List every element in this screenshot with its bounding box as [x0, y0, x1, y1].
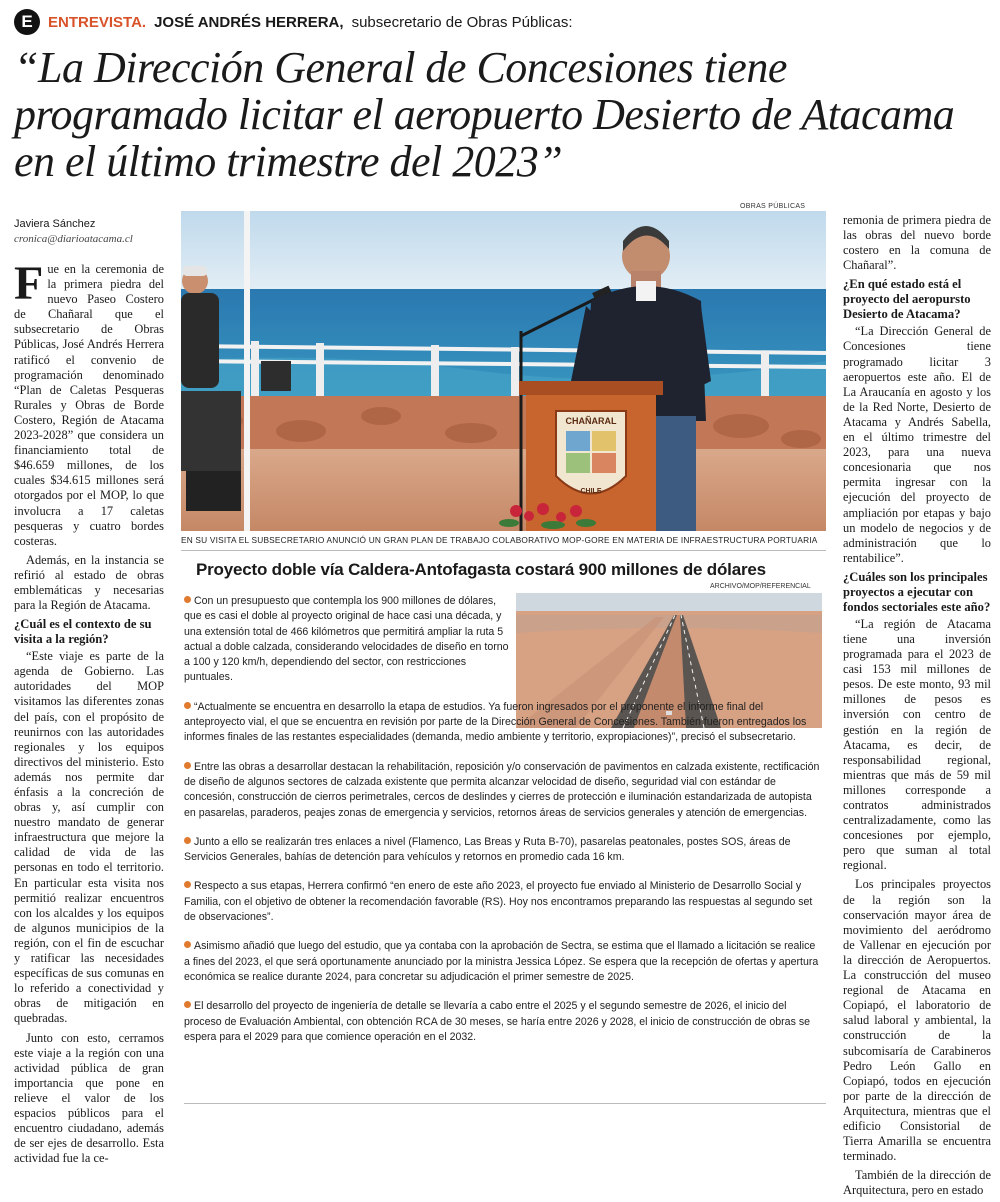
right-column: [843, 213, 991, 1202]
author-email: cronica@diarioatacama.cl: [14, 233, 133, 245]
photo-credit: ARCHIVO/MOP/REFERENCIAL: [710, 583, 811, 590]
bullet-item: Con un presupuesto que contempla los 900 millones de dólares, que es casi el doble al proyecto original de hace casi una década, y una extensión total de 466 kilómetros que permitirá ampliar la ruta 5 actual a doble calzada, considerando velocidades de diseño en torno a 100 y 120 km/h, dependiendo del sector, con restricciones puntuales.: [184, 595, 509, 684]
main-photo: [181, 211, 826, 531]
intro-paragraph: Fue en la ceremonia de la primera piedra del nuevo Paseo Costero de Chañaral que el subsecretario de Obras Públicas, José Andrés Herrera ratificó el convenio de programación denominado “Plan de Caletas Pesqueras Rurales y Obras de Borde Costero, Región de Atacama 2023-2028” que considera un financiamiento total de $46.659 millones, de los cuales $34.615 millones será otorgados por el MOP, lo que involucra a 17 caletas pesqueras y cuatro bordes costeras.: [14, 257, 164, 548]
bullet-item: Entre las obras a desarrollar destacan la rehabilitación, reposición y/o conservación de pavimentos en calzada existente, rectificación de diseño de algunos sectores de calzada existente que permita alcanzar velocidad de diseño, seguridad vial con estándar de concesión, construcción de cierros perimetrales, cercos de deslindes y cierres de protección e iluminación estandarizada de autopista en pasarelas, paraderos, peajes zonas de emergencia y servicios, retornos áreas de servicios generales y atención de emergencias.: [184, 760, 820, 819]
bullet-item: El desarrollo del proyecto de ingeniería de detalle se llevaría a cabo entre el 2025 y el segundo semestre de 2026, el inicio del proceso de Evaluación Ambiental, con obtención RCA de 30 meses, se haría entre 2026 y 2028, el inicio de construcción de obras se espera para el 2029 para que comience operación en el 2032.: [184, 1000, 811, 1043]
divider: [181, 550, 826, 551]
photo-credit: OBRAS PÚBLICAS: [740, 203, 806, 210]
bullet-dot: [184, 941, 191, 948]
bullet-dot: [184, 881, 191, 888]
answer-paragraph: “La región de Atacama tiene una inversión programada para el 2023 de casi 153 mil millones de pesos. De este monto, 93 mil millones de pesos es inversión con centro de gestión en la región de Atacama, es decir, de responsabilidad regional, mientras que más de 59 mil millones corresponde a contratos administrados centralizadamente, como las concesiones por ejemplo, pero que suman al total regional.: [843, 616, 991, 873]
bullet-dot: [184, 702, 191, 709]
divider: [184, 1103, 826, 1104]
page-title: “La Dirección General de Concesiones tiene programado licitar el aeropuerto Desierto de Atacama en el último trimestre del 2023”: [14, 43, 955, 186]
byline: [14, 217, 133, 247]
section-badge: E: [14, 9, 40, 35]
answer-paragraph: “La Dirección General de Concesiones tiene programado licitar 3 aeropuertos este año. El de La Araucanía en agosto y los de la Red Norte, Desierto de Atacama y Andrés Sabella, en el último trimestre del 2023, para una nueva concesionaria que nos permita ingresar con la ejecución del proyecto de ampliación por etapas y bajo un modelo de negocios y de administración que lo rentabilice”.: [843, 324, 991, 565]
paragraph: También de la dirección de Arquitectura, pero en estado: [843, 1168, 991, 1198]
press-conference-photo: [181, 211, 826, 531]
question-heading: ¿Cuáles son los principales proyectos a ejecutar con fondos sectoriales este año?: [843, 569, 991, 614]
box-headline: Proyecto doble vía Caldera-Antofagasta costará 900 millones de dólares: [196, 560, 766, 579]
paragraph: Los principales proyectos de la región son la conservación mayor área de movimiento del aeródromo de Vallenar en ejecución por la dirección de Aeropuertos. La construcción del museo regional de Atacama en Copiapó, el laboratorio de salud laboral y ambiental, la construcción de la subcomisaría de Carabineros Pedro León Gallo en Copiapó, todos en ejecución por parte de la dirección de Arquitectura, mientras que el edificio Consistorial de Tierra Amarilla se encuentra terminado.: [843, 877, 991, 1164]
interviewee-name: JOSÉ ANDRÉS HERRERA,: [154, 13, 344, 31]
bullet-dot: [184, 762, 191, 769]
photo-caption: EN SU VISITA EL SUBSECRETARIO ANUNCIÓ UN GRAN PLAN DE TRABAJO COLABORATIVO MOP-GORE EN MATERIA DE INFRAESTRUCTURA PORTUARIA: [181, 535, 818, 545]
bullet-item: Junto a ello se realizarán tres enlaces a nivel (Flamenco, Las Breas y Ruta B-70), pasarelas peatonales, postes SOS, áreas de Servicios Generales, bahías de detención para vehículos y retornos en promedio cada 16 km.: [184, 835, 791, 864]
bullet-dot: [184, 596, 191, 603]
section-kicker: [14, 8, 573, 36]
bullet-dot: [184, 837, 191, 844]
bullet-item: “Actualmente se encuentra en desarrollo la etapa de estudios. Ya fueron ingresados por el proponente el informe final del anteproyecto vial, el que se encuentra en revisión por parte de la Dirección General de Concesiones. También fueron entregados los informes finales de las restantes especialidades (demanda, medio ambiente y territorio, expropiaciones)”, precisó el subsecretario.: [184, 700, 807, 744]
paragraph: remonia de primera piedra de las obras del nuevo borde costero en la comuna de Chañaral”.: [843, 213, 991, 273]
bullet-dot: [184, 1001, 191, 1008]
bullet-item: Asimismo añadió que luego del estudio, que ya contaba con la aprobación de Sectra, se estima que el llamado a licitación se realice a fines del 2023, el que será oportunamente anunciado por la ministra Jessica López. Se espera que la recepción de ofertas y apertura económica se realice durante 2024, para concretar su adjudicación el primer semestre de 2025.: [184, 940, 819, 983]
interviewee-role: subsecretario de Obras Públicas:: [351, 13, 573, 31]
paragraph: Además, en la instancia se refirió al estado de obras emblemáticas y necesarias para la Región de Atacama.: [14, 552, 164, 613]
drop-cap: F: [14, 257, 44, 310]
author-name: Javiera Sánchez: [14, 218, 96, 230]
left-column: [14, 257, 165, 1170]
question-heading: ¿Cuál es el contexto de su visita a la región?: [14, 617, 152, 647]
kicker-tag: ENTREVISTA.: [48, 13, 147, 31]
answer-paragraph: “Este viaje es parte de la agenda de Gobierno. Las autoridades del MOP visitamos las diferentes zonas del país, con el propósito de reunirnos con las autoridades regionales y los equipos directivos del ministerio. Esto además nos permite dar énfasis a la concreción de obras y, así cumplir con nuestro mandato de generar infraestructura que mejore la calidad de vida de las personas en todo el territorio. En particular esta visita nos permitió realizar encuentros con los alcaldes y los equipos de algunos municipios de la región, con el fin de escuchar y ratificar las necesidades específicas de sus comunas en lo referido a conectividad y obras de mitigación en quebradas.: [14, 649, 165, 1026]
question-heading: ¿En qué estado está el proyecto del aeropursto Desierto de Atacama?: [843, 277, 971, 322]
podium-label: CHAÑARAL: [565, 416, 617, 426]
paragraph: Junto con esto, cerramos este viaje a la región con una actividad pública de gran importancia que pone en relieve el valor de los espacios públicos para el encuentro ciudadano, además de ser ejes de desarrollo. Esta actividad fue la ce-: [14, 1030, 164, 1166]
bullet-item: Respecto a sus etapas, Herrera confirmó “en enero de este año 2023, el proyecto fue enviado al Ministerio de Desarrollo Social y Familia, con el objetivo de obtener la recomendación favorable (RS). Hoy nos encontramos preparando las respuestas al segundo set de observaciones”.: [184, 880, 813, 924]
shield-label: CHILE: [580, 488, 602, 495]
box-bullets: [184, 594, 822, 1059]
